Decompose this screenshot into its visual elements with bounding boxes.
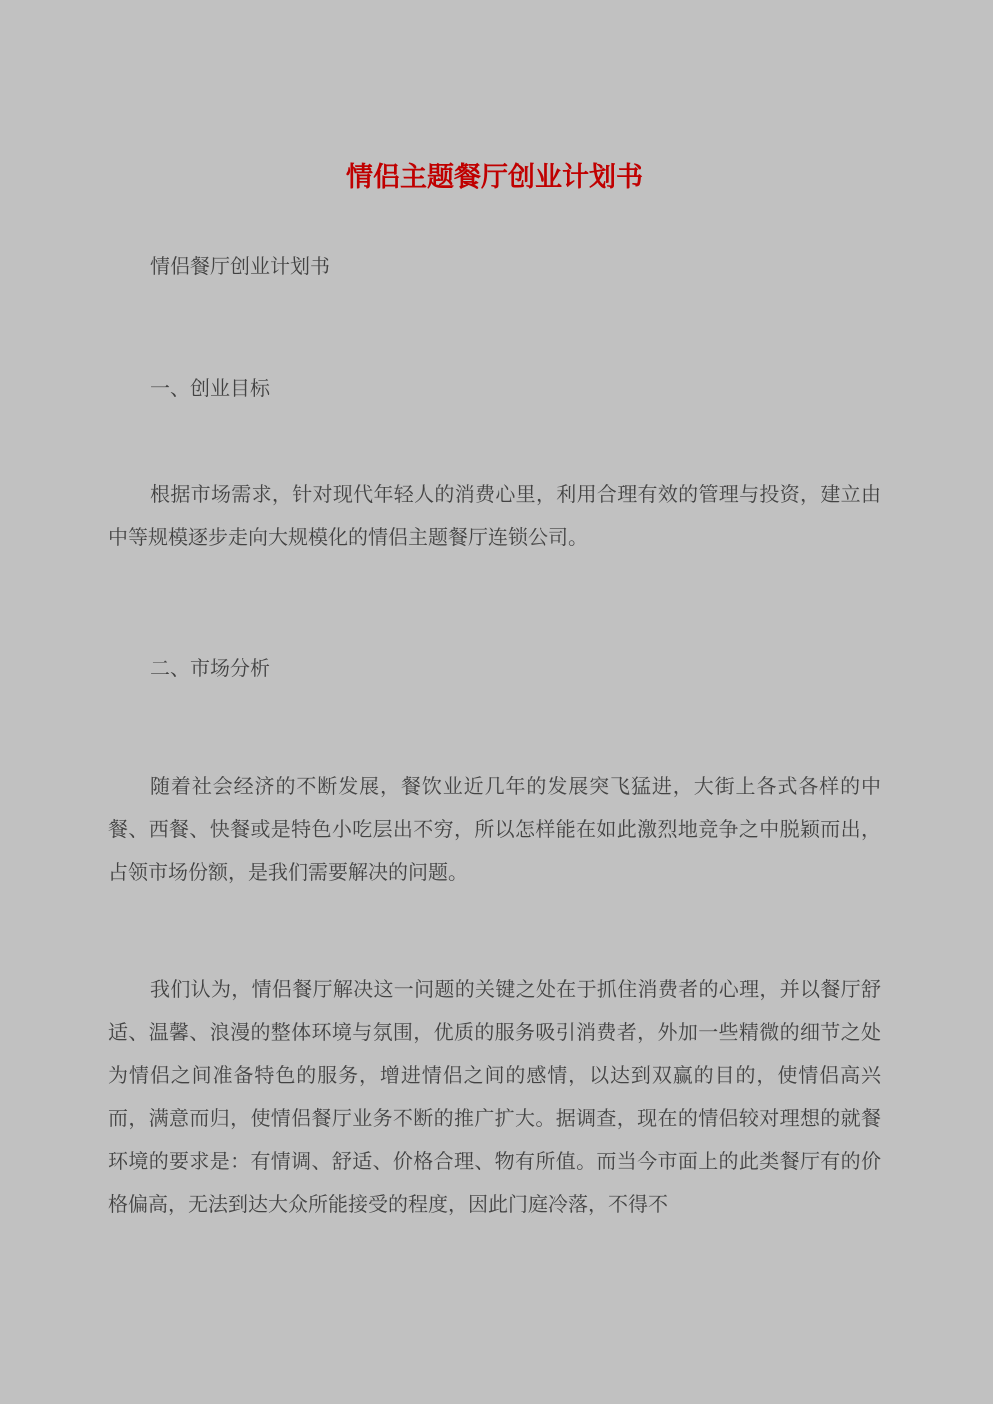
paragraph-business-goal: 根据市场需求，针对现代年轻人的消费心里，利用合理有效的管理与投资，建立由中等规模逐步走向大规模化的情侣主题餐厅连锁公司。 [108, 484, 881, 549]
paragraph-market-analysis-1: 随着社会经济的不断发展，餐饮业近几年的发展突飞猛进，大街上各式各样的中餐、西餐、快餐或是特色小吃层出不穷，所以怎样能在如此激烈地竞争之中脱颖而出，占领市场份额，是我们需要解决的问题。 [108, 776, 881, 884]
document-title: 情侣主题餐厅创业计划书 [346, 162, 643, 192]
paragraph-market-analysis-2: 我们认为，情侣餐厅解决这一问题的关键之处在于抓住消费者的心理，并以餐厅舒适、温馨、浪漫的整体环境与氛围，优质的服务吸引消费者，外加一些精微的细节之处为情侣之间准备特色的服务，增进情侣之间的感情，以达到双赢的目的，使情侣高兴而，满意而归，使情侣餐厅业务不断的推广扩大。据调查，现在的情侣较对理想的就餐环境的要求是：有情调、舒适、价格合理、物有所值。而当今市面上的此类餐厅有的价格偏高，无法到达大众所能接受的程度，因此门庭冷落，不得不 [108, 979, 881, 1216]
document-subtitle: 情侣餐厅创业计划书 [150, 256, 330, 278]
section-heading-market-analysis: 二、市场分析 [150, 658, 270, 680]
section-heading-business-goal: 一、创业目标 [150, 378, 270, 400]
